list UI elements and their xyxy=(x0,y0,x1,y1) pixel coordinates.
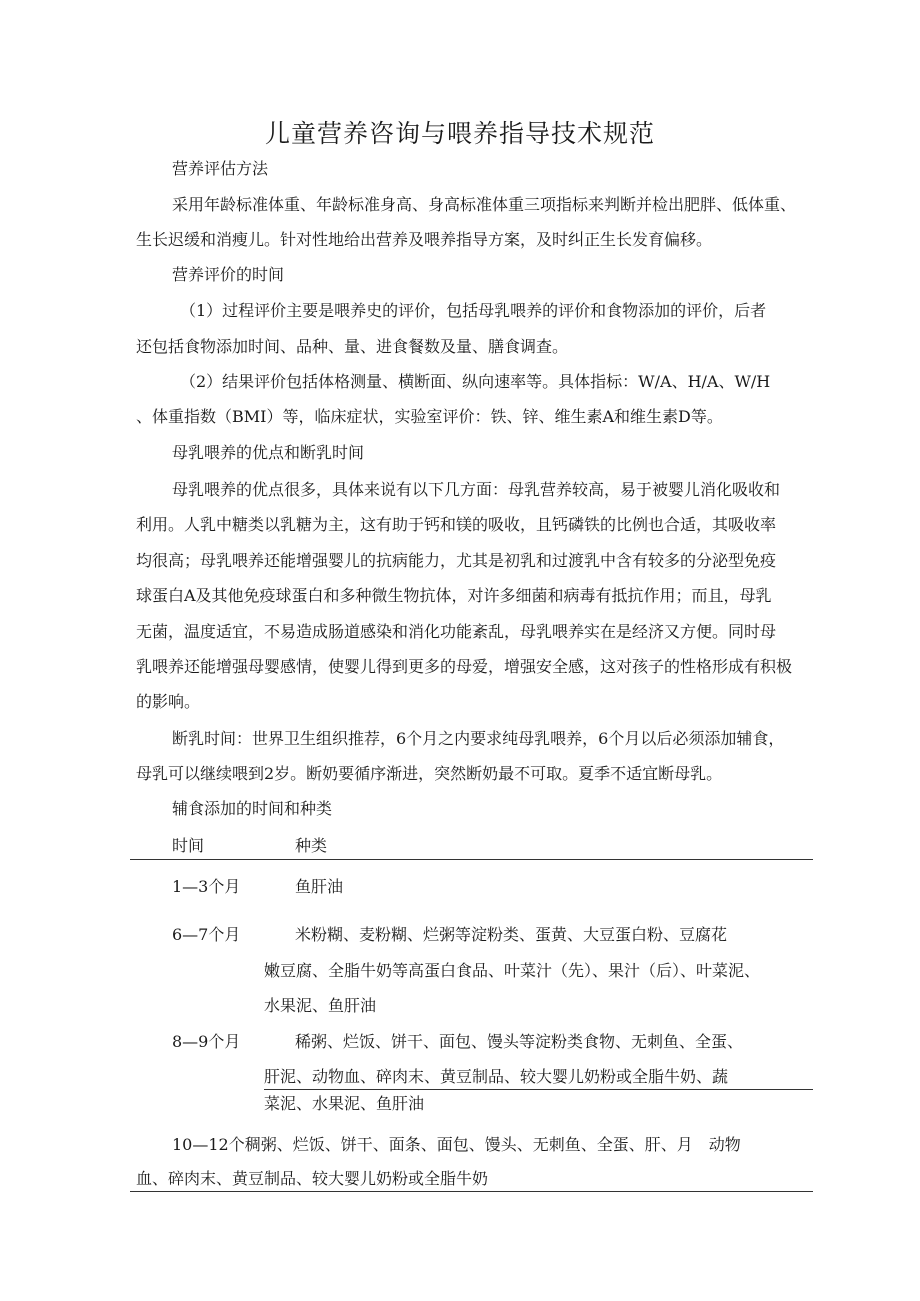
paragraph-line: 均很高；母乳喂养还能增强婴儿的抗病能力，尤其是初乳和过渡乳中含有较多的分泌型免疫 xyxy=(136,551,777,570)
paragraph-line: （1）过程评价主要是喂养史的评价，包括母乳喂养的评价和食物添加的评价，后者 xyxy=(180,301,767,320)
paragraph-line: 乳喂养还能增强母婴感情，使婴儿得到更多的母爱，增强安全感，这对孩子的性格形成有积极 xyxy=(136,657,793,676)
paragraph-line: 、体重指数（BMI）等，临床症状，实验室评价：铁、锌、维生素A和维生素D等。 xyxy=(136,407,723,426)
table-header-rule xyxy=(130,859,813,860)
table-cell-food: 鱼肝油 xyxy=(295,877,344,896)
table-cell-time: 1—3个月 xyxy=(172,877,241,896)
table-cell-food: 10—12个稠粥、烂饭、饼干、面条、面包、馒头、无刺鱼、全蛋、肝、月 动物 xyxy=(172,1135,741,1154)
paragraph-line: 采用年龄标准体重、年龄标准身高、身高标准体重三项指标来判断并检出肥胖、低体重、 xyxy=(172,195,797,214)
paragraph-line: 利用。人乳中糖类以乳糖为主，这有助于钙和镁的吸收，且钙磷铁的比例也合适，其吸收率 xyxy=(136,515,777,534)
table-cell-food: 嫩豆腐、全脂牛奶等高蛋白食品、叶菜汁（先）、果汁（后）、叶菜泥、 xyxy=(264,961,761,980)
section-heading-breastfeeding: 母乳喂养的优点和断乳时间 xyxy=(172,443,365,462)
table-cell-food: 稀粥、烂饭、饼干、面包、馒头等淀粉类食物、无刺鱼、全蛋、 xyxy=(295,1032,744,1051)
table-cell-time: 8—9个月 xyxy=(172,1032,241,1051)
table-header-type: 种类 xyxy=(295,836,328,855)
paragraph-line: 生长迟缓和消瘦儿。针对性地给出营养及喂养指导方案，及时纠正生长发育偏移。 xyxy=(136,230,713,249)
table-cell-food: 菜泥、水果泥、鱼肝油 xyxy=(264,1094,425,1113)
section-heading-evaluation-time: 营养评价的时间 xyxy=(172,265,285,284)
paragraph-line: 的影响。 xyxy=(136,692,201,711)
page-title: 儿童营养咨询与喂养指导技术规范 xyxy=(264,119,655,148)
paragraph-line: 母乳可以继续喂到2岁。断奶要循序渐进，突然断奶最不可取。夏季不适宜断母乳。 xyxy=(136,764,723,783)
table-cell-food: 水果泥、鱼肝油 xyxy=(264,996,377,1015)
table-header-time: 时间 xyxy=(172,836,205,855)
paragraph-line: 母乳喂养的优点很多，具体来说有以下几方面：母乳营养较高，易于被婴儿消化吸收和 xyxy=(172,480,781,499)
table-bottom-rule xyxy=(130,1191,813,1192)
table-inner-rule xyxy=(264,1089,813,1090)
paragraph-line: 无菌，温度适宜，不易造成肠道感染和消化功能紊乱，母乳喂养实在是经济又方便。同时母 xyxy=(136,622,777,641)
paragraph-line: 还包括食物添加时间、品种、量、进食餐数及量、膳食调查。 xyxy=(136,337,569,356)
section-heading-nutrition-assessment: 营养评估方法 xyxy=(172,159,269,178)
table-cell-food: 血、碎肉末、黄豆制品、较大婴儿奶粉或全脂牛奶 xyxy=(136,1169,489,1188)
paragraph-line: 球蛋白A及其他免疫球蛋白和多种微生物抗体，对许多细菌和病毒有抵抗作用；而且，母乳 xyxy=(136,586,772,605)
paragraph-line: 断乳时间：世界卫生组织推荐，6个月之内要求纯母乳喂养，6个月以后必须添加辅食， xyxy=(172,729,785,748)
table-cell-food: 肝泥、动物血、碎肉末、黄豆制品、较大婴儿奶粉或全脂牛奶、蔬 xyxy=(264,1067,729,1086)
table-cell-time: 6—7个月 xyxy=(172,925,241,944)
section-heading-complementary-food: 辅食添加的时间和种类 xyxy=(172,799,333,818)
paragraph-line: （2）结果评价包括体格测量、横断面、纵向速率等。具体指标：W/A、H/A、W/H xyxy=(180,372,771,391)
table-cell-food: 米粉糊、麦粉糊、烂粥等淀粉类、蛋黄、大豆蛋白粉、豆腐花 xyxy=(295,925,728,944)
